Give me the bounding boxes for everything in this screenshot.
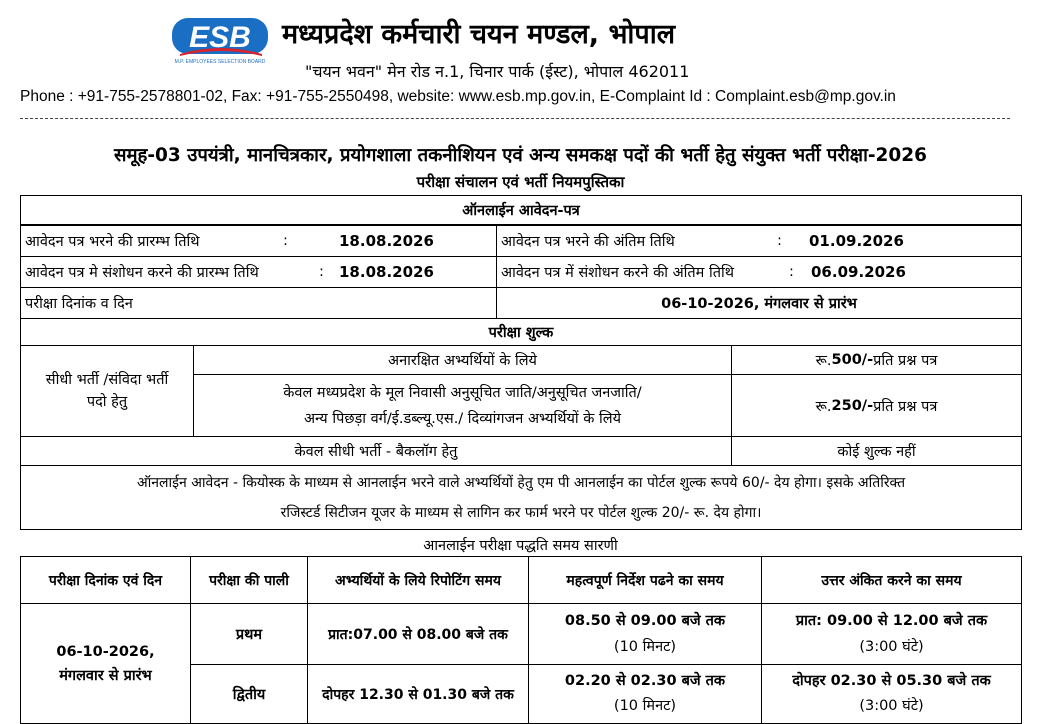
currency-prefix: रू. [815, 398, 832, 415]
edit-start-value: 18.08.2026 [339, 263, 434, 281]
schedule-header-date: परीक्षा दिनांक एवं दिन [20, 556, 191, 604]
start-date-label: आवेदन पत्र भरने की प्रारम्भ तिथि [25, 234, 200, 250]
fee-group-label [20, 345, 194, 437]
reserved-label-line2: अन्य पिछड़ा वर्ग/ई.डब्ल्यू.एस./ दिव्यांगजन अभ्यर्थियों के लिये [303, 410, 622, 427]
schedule-exam-date-line1: 06-10-2026, [56, 643, 155, 660]
colon: : [319, 264, 324, 280]
unreserved-label: अनारक्षित अभ्यर्थियों के लिये [193, 345, 732, 375]
fee-group-label-line2: पदो हेतु [86, 394, 128, 410]
fee-suffix: प्रति प्रश्न पत्र [873, 353, 938, 369]
unreserved-amount: 500/- [831, 352, 874, 368]
reserved-label [193, 374, 732, 437]
instructions-first [528, 603, 762, 665]
instructions-duration-first: (10 मिनट) [613, 639, 677, 655]
answer-time-first: प्रात: 09.00 से 12.00 बजे तक [795, 613, 988, 629]
reporting-first: प्रात:07.00 से 08.00 बजे तक [307, 603, 529, 665]
colon: : [777, 233, 782, 249]
schedule-header-reporting: अभ्यर्थियों के लिये रिपोटिंग समय [307, 556, 529, 604]
instructions-duration-second: (10 मिनट) [613, 698, 677, 714]
schedule-header-instructions: महत्वपूर्ण निर्देश पढने का समय [528, 556, 762, 604]
edit-end-row [496, 256, 1022, 288]
document-title: समूह-03 उपयंत्री, मानचित्रकार, प्रयोगशाला तकनीशियन एवं अन्य समकक्ष पदों की भर्ती हेतु संयुक्त भर्ती परीक्षा-2026 [113, 145, 928, 166]
shift-second: द्वितीय [190, 664, 308, 724]
portal-fee-note-line2: रजिस्टर्ड सिटीजन यूजर के माध्यम से लागिन कर फार्म भरने पर पोर्टल शुल्क 20/- रू. देय होगा। [280, 504, 762, 521]
org-address: "चयन भवन" मेन रोड न.1, चिनार पार्क (ईस्ट), भोपाल 462011 [305, 62, 690, 81]
reporting-second: दोपहर 12.30 से 01.30 बजे तक [307, 664, 529, 724]
org-name: मध्यप्रदेश कर्मचारी चयन मण्डल, भोपाल [282, 19, 676, 50]
contact-line: Phone : +91-755-2578801-02, Fax: +91-755-2550498, website: www.esb.mp.gov.in, E-Complaint Id : Complaint.esb@mp.gov.in [20, 88, 896, 105]
edit-end-value: 06.09.2026 [811, 263, 906, 281]
colon: : [283, 233, 288, 249]
unreserved-fee [731, 345, 1022, 375]
fee-group-label-line1: सीधी भर्ती /संविदा भर्ती [45, 372, 169, 388]
header-divider [20, 118, 1010, 119]
schedule-exam-date-line2: मंगलवार से प्रारंभ [59, 667, 152, 684]
fee-heading: परीक्षा शुल्क [20, 318, 1022, 346]
fee-suffix: प्रति प्रश्न पत्र [873, 398, 938, 415]
logo-text: ESB [189, 21, 251, 54]
reserved-label-line1: केवल मध्यप्रदेश के मूल निवासी अनुसूचित जाति/अनुसूचित जनजाति/ [283, 384, 642, 401]
logo-subtext: M.P. EMPLOYEES SELECTION BOARD [174, 59, 266, 65]
start-date-value: 18.08.2026 [339, 232, 434, 250]
reserved-amount: 250/- [831, 397, 874, 414]
esb-logo [170, 14, 270, 66]
answer-second [761, 664, 1022, 724]
document-subtitle: परीक्षा संचालन एवं भर्ती नियमपुस्तिका [416, 173, 625, 191]
online-application-heading: ऑनलाईन आवेदन-पत्र [20, 195, 1022, 225]
portal-fee-note-line1: ऑनलाईन आवेदन - कियोस्क के माध्यम से आनलाईन भरने वाले अभ्यर्थियों हेतु एम पी आनलाईन का पोर्टल शुल्क रूपये 60/- देय होगा। इसके अतिरिक्त [136, 474, 906, 491]
reserved-fee [731, 374, 1022, 437]
answer-first [761, 603, 1022, 665]
end-date-value: 01.09.2026 [809, 232, 904, 250]
exam-date-label: परीक्षा दिनांक व दिन [20, 287, 497, 319]
schedule-caption: आनलाईन परीक्षा पद्धति समय सारणी [423, 538, 618, 554]
backlog-label: केवल सीधी भर्ती - बैकलॉग हेतु [20, 436, 732, 466]
edit-start-label: आवेदन पत्र मे संशोधन करने की प्रारम्भ तिथि [25, 265, 259, 281]
edit-start-row [20, 256, 497, 288]
portal-fee-note [20, 465, 1022, 530]
backlog-fee: कोई शुल्क नहीं [731, 436, 1022, 466]
currency-prefix: रू. [815, 353, 832, 369]
colon: : [789, 264, 794, 280]
answer-duration-first: (3:00 घंटे) [859, 639, 924, 655]
instructions-time-first: 08.50 से 09.00 बजे तक [564, 613, 726, 629]
schedule-exam-date [20, 603, 191, 724]
instructions-second [528, 664, 762, 724]
end-date-label: आवेदन पत्र भरने की अंतिम तिथि [501, 234, 675, 250]
instructions-time-second: 02.20 से 02.30 बजे तक [564, 673, 726, 689]
answer-time-second: दोपहर 02.30 से 05.30 बजे तक [792, 673, 991, 689]
edit-end-label: आवेदन पत्र में संशोधन करने की अंतिम तिथि [501, 265, 735, 281]
schedule-header-shift: परीक्षा की पाली [190, 556, 308, 604]
schedule-header-answer: उत्तर अंकित करने का समय [761, 556, 1022, 604]
end-date-row [496, 225, 1022, 257]
start-date-row [20, 225, 497, 257]
shift-first: प्रथम [190, 603, 308, 665]
exam-date-value: 06-10-2026, मंगलवार से प्रारंभ [496, 287, 1022, 319]
answer-duration-second: (3:00 घंटे) [859, 698, 924, 714]
